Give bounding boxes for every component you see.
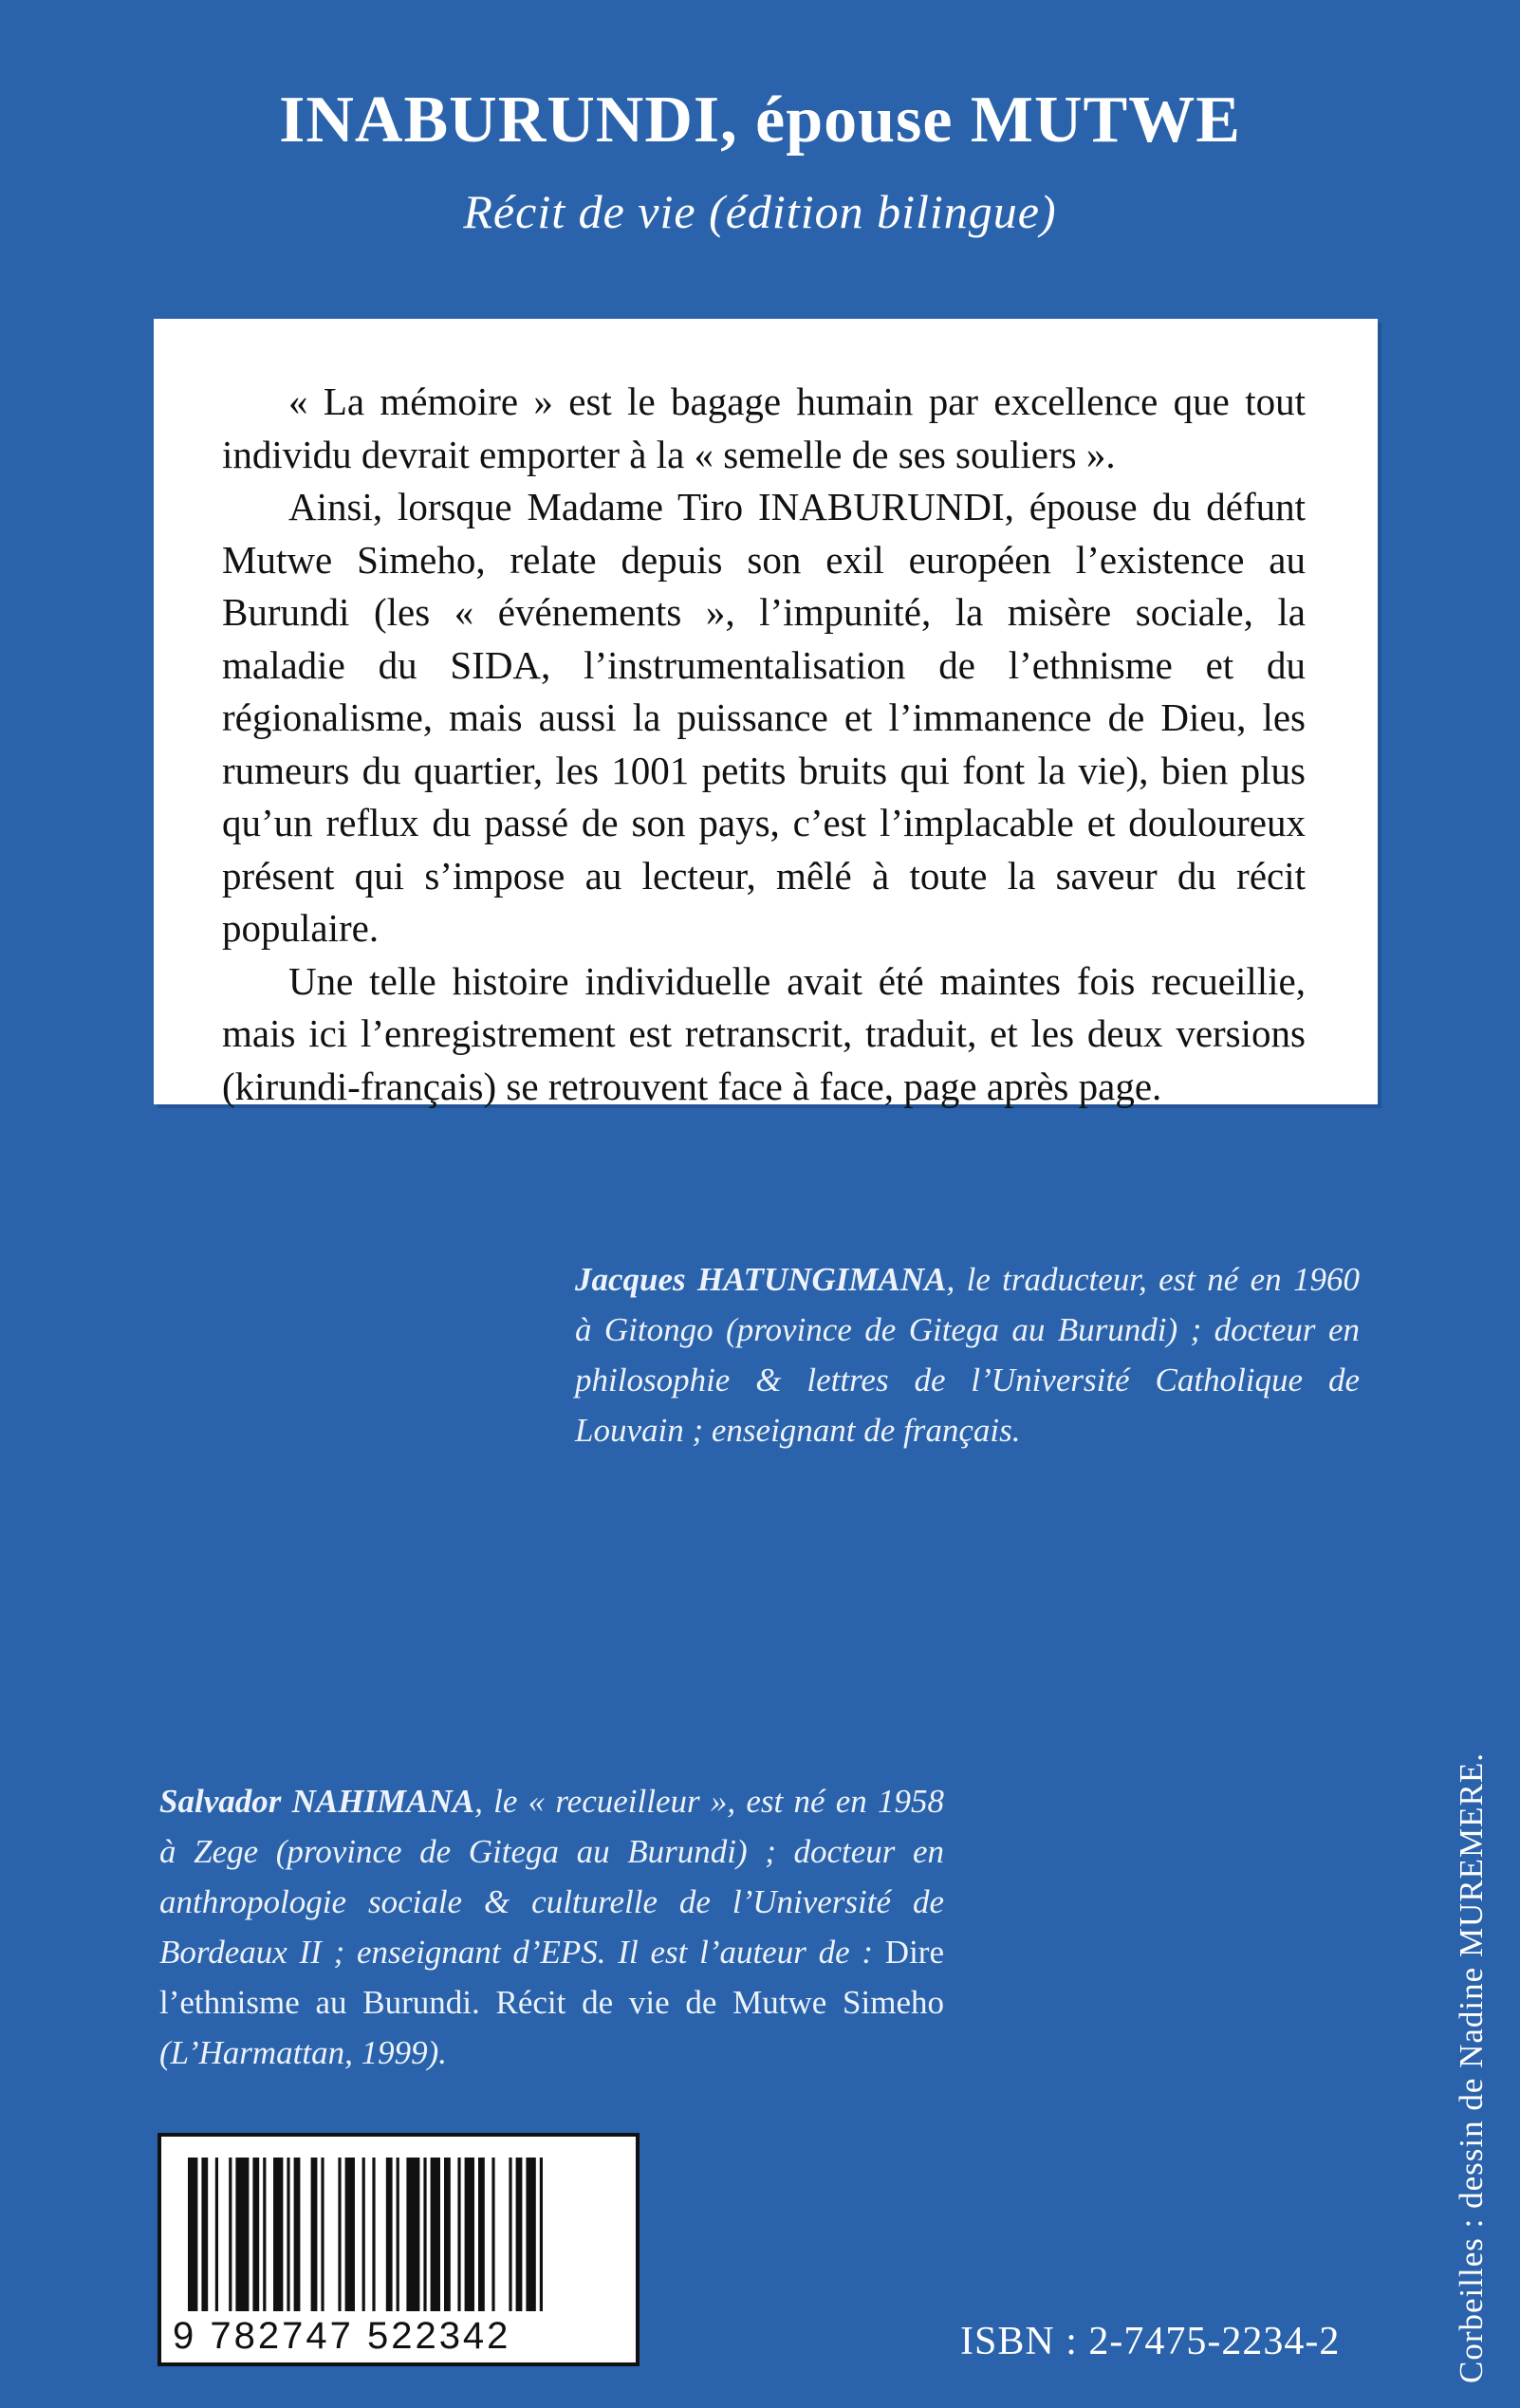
barcode-bar [362, 2158, 365, 2311]
barcode-bar [516, 2158, 523, 2311]
barcode-bars [188, 2158, 609, 2311]
barcode-bar [287, 2158, 289, 2311]
translator-name: Jacques HATUNGIMANA [575, 1261, 947, 1298]
translator-description: , le traducteur, est né en 1960 à Gitongo (province de Gitega au Burundi) ; docteur en philosophie & lettres de l’Université Catholique de Louvain ; enseignant de français. [575, 1261, 1360, 1449]
book-title: INABURUNDI, épouse MUTWE [279, 83, 1241, 157]
summary-paragraph: Ainsi, lorsque Madame Tiro INABURUNDI, épouse du défunt Mutwe Simeho, relate depuis son exil européen l’existence au Burundi (les « événements », l’impunité, la misère sociale, la maladie du SIDA, l’instrumentalisation de l’ethnisme et du régionalisme, mais aussi la puissance et l’immanence de Dieu, les rumeurs du quartier, les 1001 petits bruits qui font la vie), bien plus qu’un reflux du passé de son pays, c’est l’implacable et douloureux présent qui s’impose au lecteur, mêlé à toute la saveur du récit populaire. [222, 485, 1306, 950]
summary-box [154, 319, 1378, 1108]
barcode-bar [540, 2158, 543, 2311]
collector-bio [159, 1776, 944, 2078]
barcode-bar [201, 2158, 208, 2311]
barcode-bar [509, 2158, 511, 2311]
barcode-bar [338, 2158, 341, 2311]
barcode-bar [252, 2158, 259, 2311]
barcode-bar [478, 2158, 485, 2311]
barcode [158, 2133, 640, 2366]
collector-publisher: (L’Harmattan, 1999). [159, 2034, 448, 2071]
barcode-bar [526, 2158, 535, 2311]
summary-paragraph: « La mémoire » est le bagage humain par excellence que tout individu devrait emporter à la « semelle de ses souliers ». [222, 380, 1306, 476]
barcode-bar [311, 2158, 318, 2311]
isbn-number: ISBN : 2-7475-2234-2 [960, 2320, 1341, 2363]
barcode-bar [235, 2158, 249, 2311]
barcode-bar [263, 2158, 266, 2311]
barcode-bar [386, 2158, 393, 2311]
barcode-bar [345, 2158, 355, 2311]
barcode-bar [444, 2158, 451, 2311]
barcode-bar [188, 2158, 197, 2311]
book-subtitle: Récit de vie (édition bilingue) [463, 185, 1057, 238]
summary-paragraph: Une telle histoire individuelle avait été maintes fois recueillie, mais ici l’enregistrement est retranscrit, traduit, et les deux versions (kirundi-français) se retrouvent face à face, page après page. [222, 958, 1306, 1108]
barcode-bar [273, 2158, 283, 2311]
barcode-bar [423, 2158, 426, 2311]
barcode-bar [294, 2158, 301, 2311]
barcode-bar [457, 2158, 460, 2311]
summary-text [222, 376, 1306, 1113]
barcode-bar [465, 2158, 474, 2311]
barcode-digits: 9 782747 522342 [173, 2315, 511, 2357]
barcode-bar [215, 2158, 218, 2311]
collector-name: Salvador NAHIMANA [159, 1783, 475, 1820]
barcode-bar [321, 2158, 324, 2311]
cover-credit: Corbeilles : dessin de Nadine MUREMERE. [1453, 1751, 1490, 2383]
barcode-bar [406, 2158, 419, 2311]
barcode-bar [491, 2158, 494, 2311]
barcode-bar [431, 2158, 440, 2311]
barcode-bar [229, 2158, 232, 2311]
collector-work-title: Dire l’ethnisme au Burundi. Récit de vie de Mutwe Simeho [159, 1934, 944, 2021]
barcode-bar [372, 2158, 375, 2311]
collector-description: , le « recueilleur », est né en 1958 à Zege (province de Gitega au Burundi) ; docteur en anthropologie sociale & culturelle de l’Université de Bordeaux II ; enseignant d’EPS. Il est l’auteur de : [159, 1783, 944, 1971]
translator-bio [575, 1254, 1360, 1455]
barcode-bar [397, 2158, 399, 2311]
